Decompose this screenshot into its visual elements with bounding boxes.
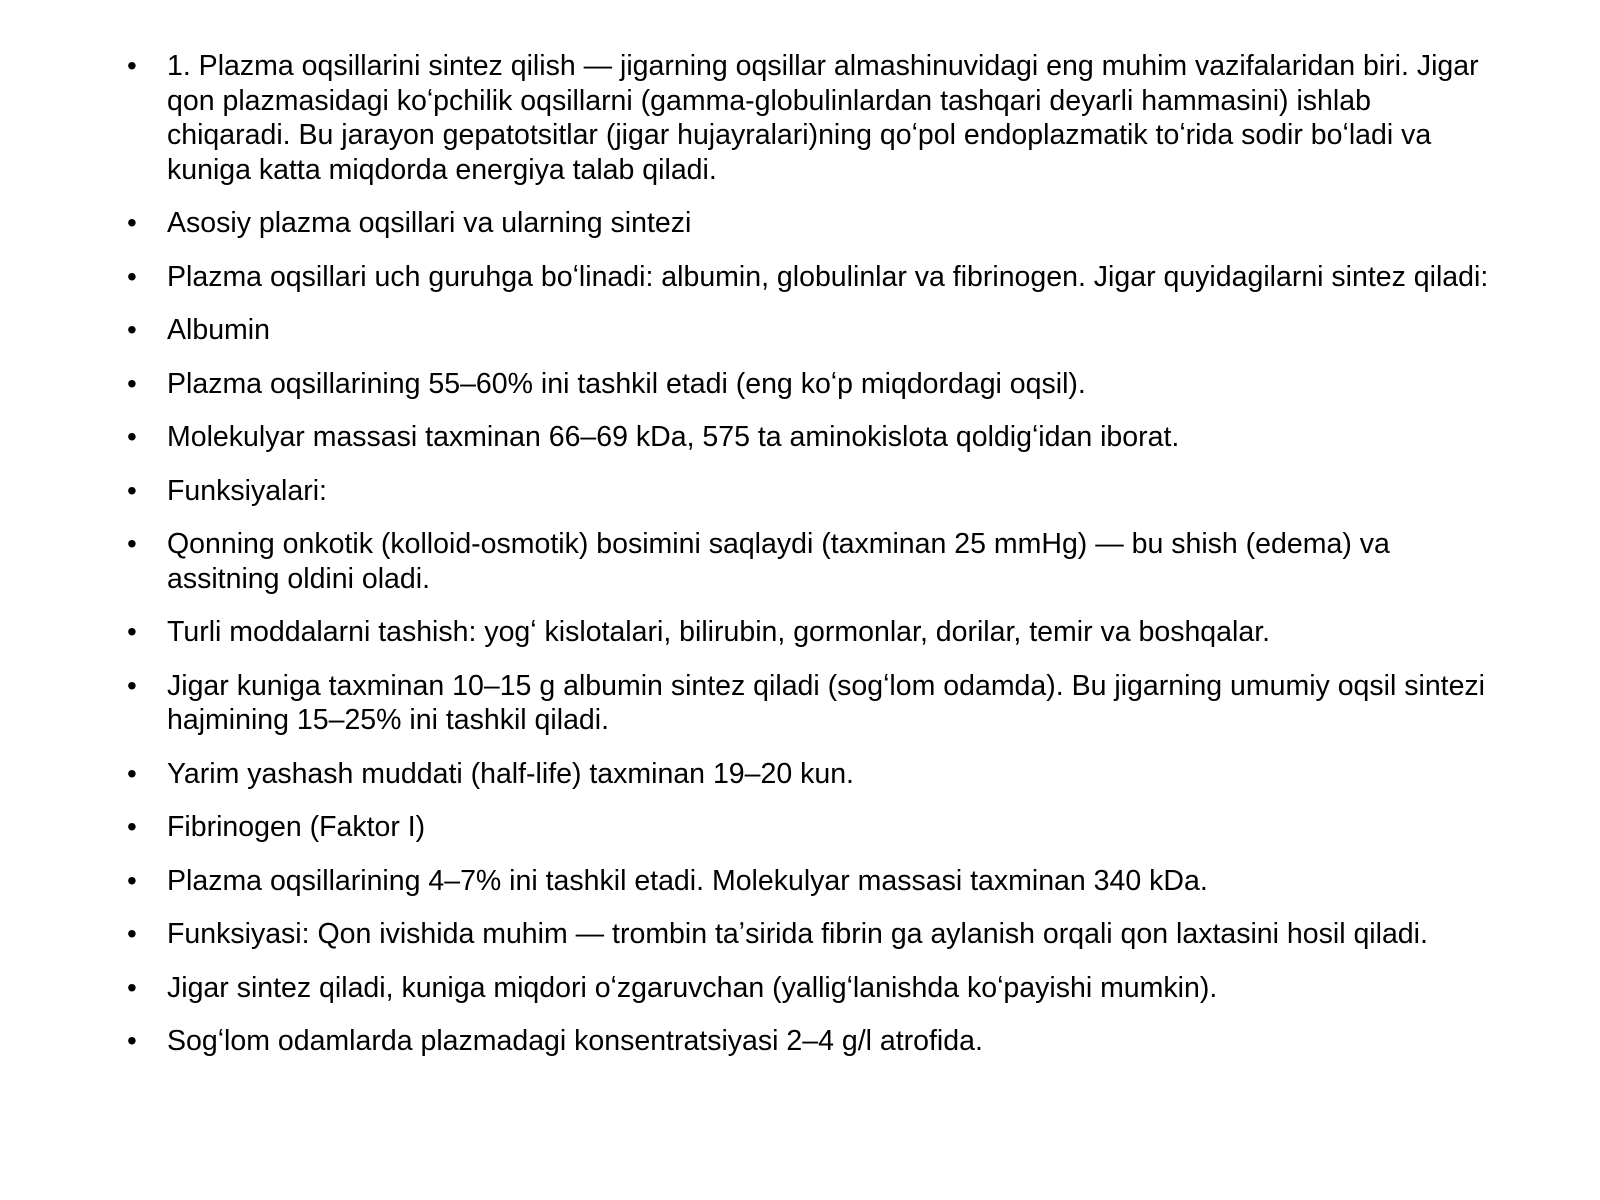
- bullet-icon: •: [127, 50, 137, 81]
- list-item: [127, 615, 1493, 650]
- list-item-text: Plazma oqsillarining 55–60% ini tashkil etadi (eng koʻp miqdordagi oqsil).: [167, 367, 1086, 400]
- list-item: [127, 260, 1493, 295]
- bullet-icon: •: [127, 971, 137, 1003]
- list-item-text: Funksiyasi: Qon ivishida muhim — trombin taʼsirida fibrin ga aylanish orqali qon laxtasini hosil qiladi.: [167, 918, 1428, 950]
- list-item-text: Jigar sintez qiladi, kuniga miqdori oʻzgaruvchan (yalligʻlanishda koʻpayishi mumkin).: [167, 971, 1218, 1004]
- bullet-icon: •: [127, 1025, 137, 1056]
- list-item-text: Fibrinogen (Faktor I): [167, 811, 426, 843]
- list-item: [127, 810, 1493, 845]
- bullet-icon: •: [127, 757, 137, 789]
- list-item: [127, 420, 1493, 455]
- list-item-text: Turli moddalarni tashish: yogʻ kislotalari, bilirubin, gormonlar, dorilar, temir va boshqalar.: [167, 616, 1271, 648]
- bullet-icon: •: [127, 918, 137, 949]
- list-item: [127, 1024, 1493, 1059]
- list-item: [127, 49, 1493, 187]
- list-item-text: Qonning onkotik (kolloid-osmotik) bosimini saqlaydi (taxminan 25 mmHg) — bu shish (edema) va assitning oldini oladi.: [167, 528, 1390, 595]
- list-item-text: Albumin: [167, 314, 270, 346]
- bullet-icon: •: [127, 474, 137, 506]
- list-item: [127, 864, 1493, 899]
- bullet-icon: •: [127, 367, 137, 399]
- list-item-text: Plazma oqsillarining 4–7% ini tashkil etadi. Molekulyar massasi taxminan 340 kDa.: [167, 864, 1208, 897]
- list-item-text: Jigar kuniga taxminan 10–15 g albumin sintez qiladi (sogʻlom odamda). Bu jigarning umumiy oqsil sintezi hajmining 15–25% ini tashkil qiladi.: [167, 669, 1486, 736]
- list-item-text: Sogʻlom odamlarda plazmadagi konsentratsiyasi 2–4 g/l atrofida.: [167, 1025, 983, 1057]
- list-item: [127, 971, 1493, 1006]
- list-item: [127, 527, 1493, 596]
- list-item: [127, 206, 1493, 241]
- bullet-icon: •: [127, 864, 137, 896]
- bullet-icon: •: [127, 314, 137, 345]
- list-item-text: Molekulyar massasi taxminan 66–69 kDa, 575 ta aminokislota qoldigʻidan iborat.: [167, 421, 1180, 453]
- list-item: [127, 313, 1493, 348]
- bullet-icon: •: [127, 669, 137, 701]
- bullet-icon: •: [127, 207, 137, 238]
- bullet-icon: •: [127, 616, 137, 647]
- list-item-text: Funksiyalari:: [167, 474, 327, 507]
- bullet-icon: •: [127, 528, 137, 559]
- list-item-text: Plazma oqsillari uch guruhga boʻlinadi: albumin, globulinlar va fibrinogen. Jigar quyidagilarni sintez qiladi:: [167, 260, 1489, 293]
- bullet-list: [127, 49, 1493, 1078]
- list-item-text: 1. Plazma oqsillarini sintez qilish — jigarning oqsillar almashinuvidagi eng muhim vazifalaridan biri. Jigar qon plazmasidagi koʻpchilik oqsillarni (gamma-globulinlardan tashqari deyarli hammasini) ishlab chiqaradi. Bu jarayon gepatotsitlar (jigar hujayralari)ning qoʻpol endoplazmatik toʻrida sodir boʻladi va kuniga katta miqdorda energiya talab qiladi.: [167, 50, 1479, 186]
- list-item-text: Yarim yashash muddati (half-life) taxminan 19–20 kun.: [167, 757, 854, 790]
- list-item-text: Asosiy plazma oqsillari va ularning sintezi: [167, 207, 692, 239]
- bullet-icon: •: [127, 421, 137, 452]
- list-item: [127, 474, 1493, 509]
- list-item: [127, 757, 1493, 792]
- list-item: [127, 669, 1493, 738]
- list-item: [127, 917, 1493, 952]
- bullet-icon: •: [127, 260, 137, 292]
- list-item: [127, 367, 1493, 402]
- bullet-icon: •: [127, 811, 137, 842]
